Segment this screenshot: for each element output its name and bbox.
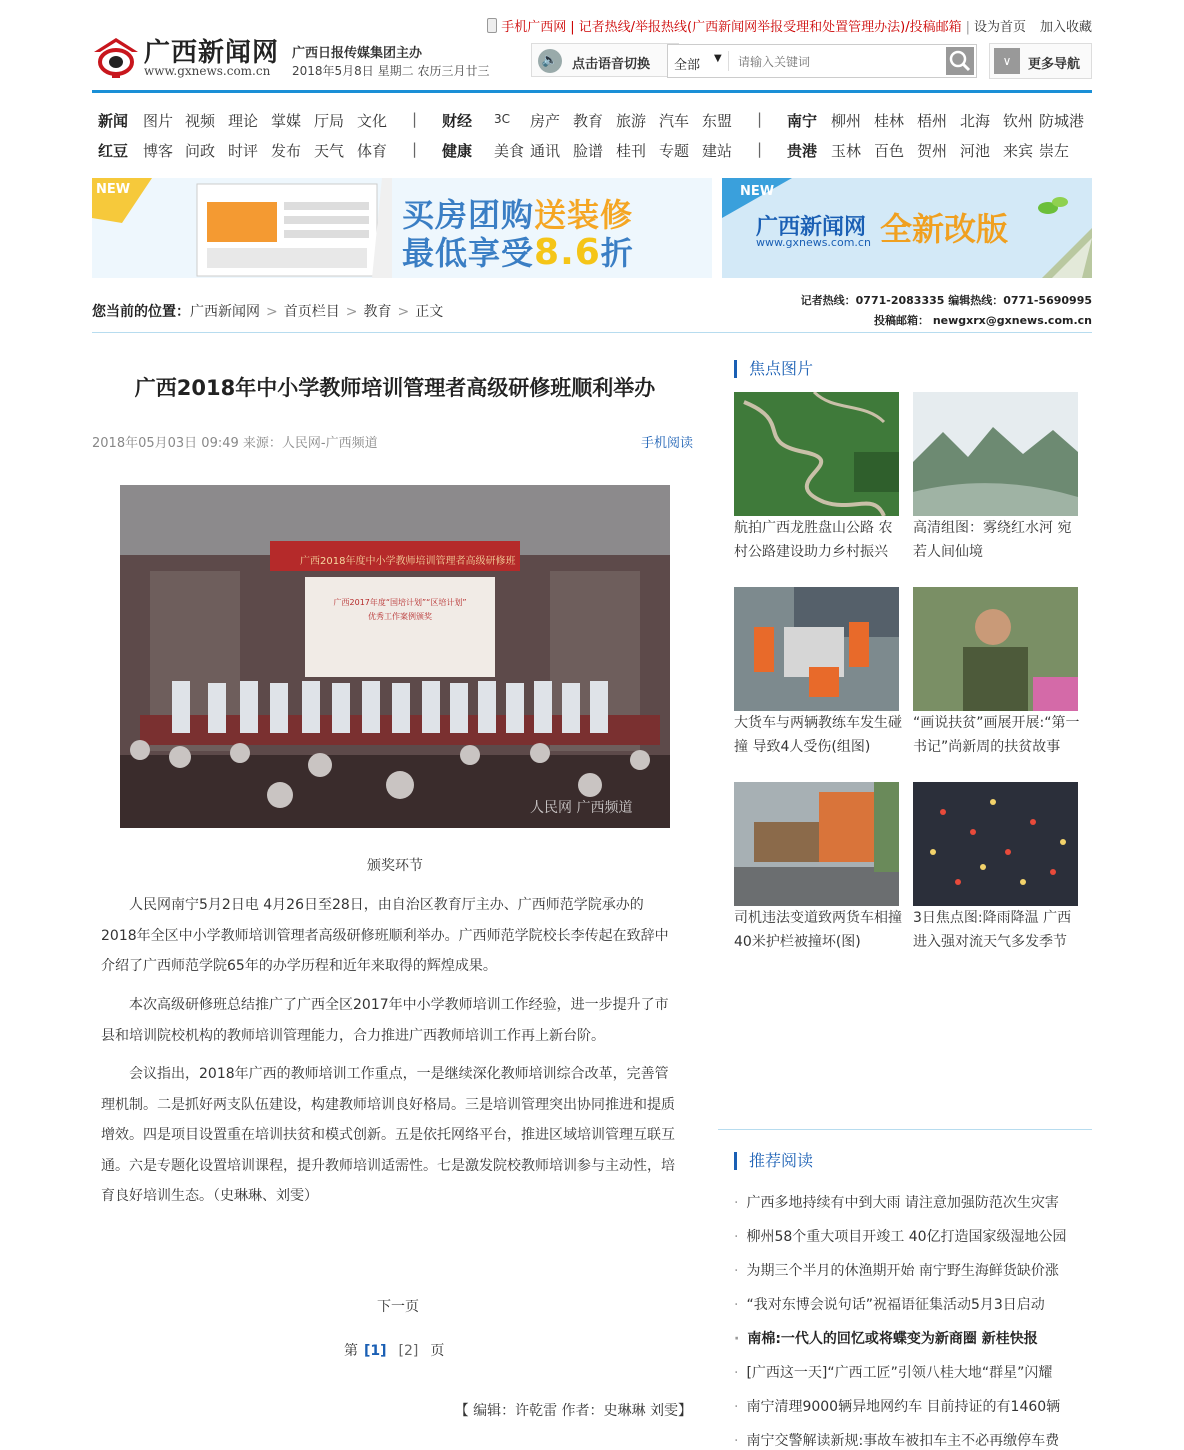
promo-banner-house[interactable] [92, 178, 712, 278]
recommend-item-title: 为期三个半月的休渔期开始 南宁野生海鲜货缺价涨 [746, 1263, 1059, 1279]
breadcrumb-divider [92, 332, 1092, 333]
nav-item[interactable]: 专题 [659, 142, 690, 160]
bullet-icon: · [734, 1263, 739, 1279]
breadcrumb: 您当前的位置：广西新闻网 > 首页栏目 > 教育 > 正文 [92, 304, 444, 320]
article-photo [120, 485, 670, 828]
bullet-icon: · [734, 1229, 739, 1245]
recommend-item[interactable] [734, 1192, 1059, 1212]
new-badge: NEW [740, 184, 775, 199]
next-page-link[interactable]: 下一页 [377, 1299, 419, 1315]
top-links: 手机广西网 | 记者热线/举报热线(广西新闻网举报受理和处置管理办法)/投稿邮箱 | 设为首页 加入收藏 [487, 16, 1092, 35]
set-home-link[interactable]: 设为首页 [973, 20, 1026, 35]
nav-item[interactable]: 通讯 [530, 142, 561, 160]
banner-line1a: 买房团购 [402, 196, 535, 234]
nav-item[interactable]: 红豆 [98, 142, 129, 160]
focus-thumb-2[interactable] [913, 392, 1078, 516]
award-ceremony-image [120, 485, 670, 828]
nav-item[interactable]: 理论 [228, 112, 259, 130]
nav-item[interactable]: 财经 [442, 112, 473, 130]
focus-thumb-5[interactable] [734, 782, 899, 906]
portrait-image [913, 587, 1078, 711]
nav-separator: | [757, 140, 763, 158]
hotline-link[interactable]: 记者热线/举报热线 [578, 20, 688, 35]
nav-item[interactable]: 厅局 [314, 112, 345, 130]
pager-suffix: 页 [430, 1343, 445, 1359]
nav-item[interactable]: 桂刊 [616, 142, 647, 160]
nav-item[interactable]: 贵港 [787, 142, 818, 160]
recommend-item-title: 柳州58个重大项目开竣工 40亿打造国家级湿地公园 [746, 1229, 1067, 1245]
mobile-read-link[interactable]: 手机阅读 [641, 436, 694, 451]
nav-item[interactable]: 问政 [185, 142, 216, 160]
recommend-item[interactable] [734, 1362, 1052, 1382]
nav-item[interactable]: 博客 [143, 142, 174, 160]
focus-thumb-4[interactable] [913, 587, 1078, 711]
nav-item[interactable]: 汽车 [659, 112, 690, 130]
recommend-item[interactable] [734, 1328, 1038, 1348]
nav-row-1 [92, 110, 1092, 130]
article-paragraph-2: 本次高级研修班总结推广了广西全区2017年中小学教师培训工作经验，进一步提升了市县和培训院校机构的教师培训管理能力，合力推进广西教师培训工作再上新台阶。 [101, 997, 669, 1044]
more-nav-label: 更多导航 [1028, 57, 1081, 72]
chevron-down-icon: ∨ [994, 48, 1020, 74]
phone-icon [487, 18, 497, 33]
nav-item[interactable]: 贺州 [917, 142, 948, 160]
search-button[interactable] [946, 47, 974, 75]
logo-url: www.gxnews.com.cn [144, 64, 271, 78]
nav-item[interactable]: 掌媒 [271, 112, 302, 130]
more-nav-button[interactable] [989, 43, 1092, 79]
search-input[interactable] [736, 51, 940, 73]
nav-item[interactable]: 百色 [874, 142, 905, 160]
photo-screen-line2: 优秀工作案例颁奖 [368, 612, 432, 621]
photo-watermark: 人民网 广西频道 [530, 800, 633, 816]
nav-separator: | [757, 110, 763, 128]
nav-item[interactable]: 天气 [314, 142, 345, 160]
focus-caption-5[interactable]: 司机违法变道致两货车相撞 40米护栏被撞坏(图) [734, 910, 902, 950]
banner-line2b: 8.6 [534, 232, 601, 273]
hotline-info [801, 291, 1092, 331]
nav-item[interactable]: 玉林 [831, 142, 862, 160]
sidebar-divider [718, 1129, 1092, 1130]
promo-banner-redesign[interactable] [722, 178, 1092, 278]
pager-page-2[interactable]: [2] [398, 1343, 419, 1359]
nav-separator: | [412, 110, 418, 128]
recommend-item-title: 广西多地持续有中到大雨 请注意加强防范次生灾害 [746, 1195, 1059, 1211]
article-paragraph-1: 人民网南宁5月2日电 4月26日至28日，由自治区教育厅主办、广西师范学院承办的2018年全区中小学教师培训管理者高级研修班顺利举办。广西师范学院校长李传起在致辞中介绍了广西师范学院65年的办学历程和近年来取得的辉煌成果。 [101, 897, 669, 974]
recommend-item[interactable] [734, 1430, 1059, 1450]
nav-item[interactable]: 文化 [357, 112, 388, 130]
bullet-icon: · [734, 1399, 739, 1415]
voice-switch-button[interactable] [531, 43, 679, 77]
nav-item[interactable]: 旅游 [616, 112, 647, 130]
photo-screen-line1: 广西2017年度“国培计划”“区培计划” [333, 598, 467, 607]
nav-item[interactable]: 图片 [143, 112, 174, 130]
nav-item[interactable]: 防城港 [1039, 112, 1085, 130]
voice-switch-label: 点击语音切换 [572, 57, 651, 72]
recommend-item[interactable] [734, 1396, 1060, 1416]
article-title: 广西2018年中小学教师培训管理者高级研修班顺利举办 [134, 376, 656, 400]
bullet-icon: · [734, 1365, 739, 1381]
recommend-item-title: 南宁清理9000辆异地网约车 目前持证的有1460辆 [746, 1399, 1061, 1415]
site-logo[interactable] [94, 34, 284, 80]
new-badge: NEW [96, 182, 131, 197]
focus-caption-6[interactable]: 3日焦点图:降雨降温 广西进入强对流天气多发季节 [913, 910, 1072, 950]
focus-caption-3[interactable]: 大货车与两辆教练车发生碰撞 导致4人受伤(组图) [734, 715, 902, 755]
banner-slogan: 全新改版 [880, 210, 1009, 248]
logo-text: 广西新闻网 [144, 38, 280, 68]
recommend-item-title: “我对东博会说句话”祝福语征集活动5月3日启动 [746, 1297, 1045, 1313]
bullet-icon: · [734, 1331, 740, 1347]
search-box [667, 44, 977, 78]
focus-thumb-1[interactable] [734, 392, 899, 516]
accident-image [734, 587, 899, 711]
banner-site-name: 广西新闻网 [756, 215, 867, 240]
photo-caption: 颁奖环节 [367, 858, 423, 874]
search-icon [946, 47, 974, 75]
article-editor: 【 编辑：许乾雷 作者：史琳琳 刘雯】 [454, 1403, 692, 1419]
focus-caption-1[interactable]: 航拍广西龙胜盘山公路 农村公路建设助力乡村振兴 [734, 520, 893, 560]
bullet-icon: · [734, 1195, 739, 1211]
nav-item[interactable]: 健康 [442, 142, 473, 160]
nav-item[interactable]: 新闻 [98, 112, 129, 130]
hotline-email: 投稿邮箱： newgxrx@gxnews.com.cn [874, 314, 1092, 327]
breadcrumb-item-current: 正文 [415, 304, 444, 320]
nav-item[interactable]: 时评 [228, 142, 259, 160]
recommend-item[interactable] [734, 1260, 1059, 1280]
breadcrumb-item-home[interactable]: 广西新闻网 [190, 304, 260, 320]
recommend-item-title: 南宁交警解读新规:事故车被扣车主不必再缴停车费 [746, 1433, 1060, 1449]
nav-item[interactable]: 梧州 [917, 112, 948, 130]
nav-item[interactable]: 崇左 [1039, 142, 1070, 160]
nav-item[interactable]: 北海 [960, 112, 991, 130]
rainy-traffic-image [913, 782, 1078, 906]
nav-item[interactable]: 教育 [573, 112, 604, 130]
recommend-item-title: [广西这一天]“广西工匠”引领八桂大地“群星”闪耀 [746, 1365, 1053, 1381]
focus-caption-4[interactable]: “画说扶贫”画展开展:“第一书记”尚新周的扶贫故事 [913, 715, 1080, 755]
recommend-item[interactable] [734, 1226, 1067, 1246]
recommend-item-title: 南棉:一代人的回忆或将蝶变为新商圈 新桂快报 [747, 1331, 1038, 1347]
speaker-icon: 🔈 [538, 49, 562, 73]
nav-item[interactable]: 美食 [494, 142, 525, 160]
nav-item[interactable]: 河池 [960, 142, 991, 160]
mobile-site-link[interactable]: 手机广西网 [501, 20, 567, 35]
focus-caption-2[interactable]: 高清组图：雾绕红水河 宛若人间仙境 [913, 520, 1072, 560]
header-divider [92, 90, 1092, 93]
nav-item[interactable]: 东盟 [702, 112, 733, 130]
dropdown-arrow-icon[interactable]: ▼ [714, 53, 722, 64]
mountain-road-image [734, 392, 899, 516]
nav-item[interactable]: 视频 [185, 112, 216, 130]
focus-pictures-heading: 焦点图片 [734, 360, 813, 378]
banner-line2c: 折 [600, 234, 634, 272]
article-meta: 2018年05月03日 09:49 来源：人民网-广西频道 [92, 436, 378, 451]
bookmark-link[interactable]: 加入收藏 [1039, 20, 1092, 35]
nav-item[interactable]: 来宾 [1003, 142, 1034, 160]
nav-item[interactable]: 3C [494, 112, 511, 126]
nav-row-2 [92, 140, 1092, 160]
nav-item[interactable]: 发布 [271, 142, 302, 160]
nav-item[interactable]: 桂林 [874, 112, 905, 130]
breadcrumb-label: 您当前的位置： [92, 304, 190, 320]
nav-separator: | [412, 140, 418, 158]
nav-item[interactable]: 脸谱 [573, 142, 604, 160]
nav-item[interactable]: 房产 [530, 112, 561, 130]
recommend-item[interactable] [734, 1294, 1045, 1314]
focus-thumb-3[interactable] [734, 587, 899, 711]
breadcrumb-item-column[interactable]: 首页栏目 [283, 304, 340, 320]
pagination [344, 1340, 444, 1360]
logo-emblem-icon [94, 36, 138, 78]
breadcrumb-item-education[interactable]: 教育 [363, 304, 392, 320]
pager-page-1[interactable]: [1] [364, 1343, 387, 1359]
nav-item[interactable]: 建站 [702, 142, 733, 160]
focus-thumb-6[interactable] [913, 782, 1078, 906]
bullet-icon: · [734, 1433, 739, 1449]
recommend-heading: 推荐阅读 [734, 1152, 813, 1170]
misty-river-image [913, 392, 1078, 516]
date-text: 2018年5月8日 星期二 农历三月廿三 [292, 64, 490, 78]
search-scope-select[interactable]: 全部 [674, 58, 701, 73]
photo-banner-text: 广西2018年度中小学教师培训管理者高级研修班 [300, 556, 516, 567]
article-paragraph-3: 会议指出，2018年广西的教师培训工作重点，一是继续深化教师培训综合改革，完善管理机制。二是抓好两支队伍建设，构建教师培训良好格局。三是培训管理突出协同推进和提质增效。四是项目设置重在培训扶贫和模式创新。五是依托网络平台，推进区域培训管理互联互通。六是专题化设置培训课程，提升教师培训适需性。七是激发院校教师培训参与主动性，培育良好培训生态。（史琳琳、刘雯） [101, 1066, 675, 1204]
sponsor-text: 广西日报传媒集团主办 [292, 46, 423, 61]
submit-email-link[interactable]: /投稿邮箱 [905, 20, 962, 35]
banner-site-url: www.gxnews.com.cn [756, 236, 871, 249]
nav-item[interactable]: 体育 [357, 142, 388, 160]
banner-line1b: 送装修 [534, 196, 634, 234]
pager-prefix: 第 [344, 1343, 358, 1359]
report-rules-link[interactable]: (广西新闻网举报受理和处置管理办法) [687, 20, 906, 35]
nav-item[interactable]: 南宁 [787, 112, 818, 130]
hotline-numbers: 记者热线：0771-2083335 编辑热线：0771-5690995 [800, 294, 1092, 307]
bullet-icon: · [734, 1297, 739, 1313]
nav-item[interactable]: 柳州 [831, 112, 862, 130]
truck-crash-image [734, 782, 899, 906]
banner-line2a: 最低享受 [402, 234, 535, 272]
nav-item[interactable]: 钦州 [1003, 112, 1034, 130]
